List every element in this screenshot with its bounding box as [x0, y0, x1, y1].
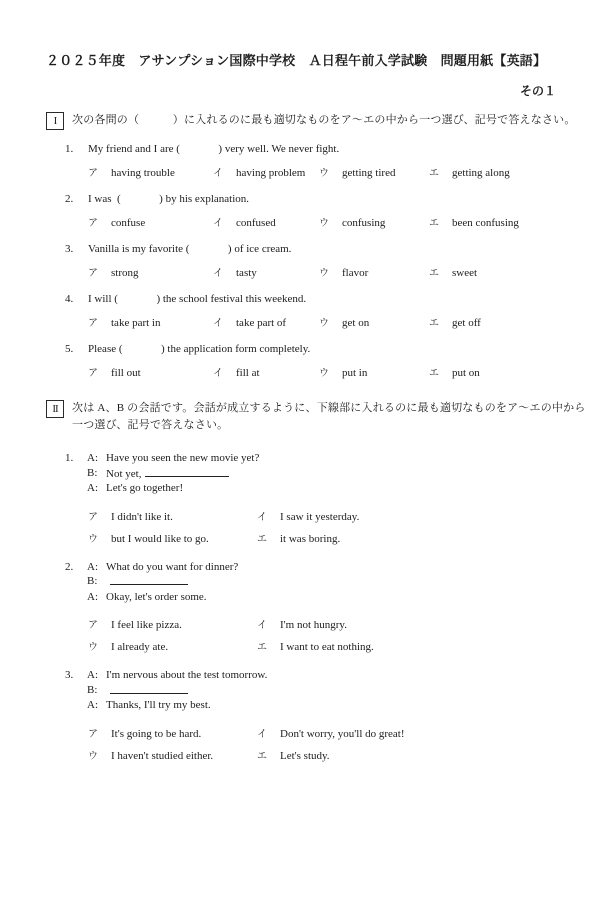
option-kana-a: ア [88, 728, 98, 740]
dialogue-number: 1. [65, 452, 74, 464]
option-text: strong [111, 267, 139, 279]
speaker-label: A: [87, 452, 98, 464]
options-row [88, 641, 558, 654]
option-text: but I would like to go. [111, 532, 209, 545]
option-kana-a: ア [88, 168, 98, 179]
option-text: take part in [111, 317, 161, 329]
option-u [319, 217, 429, 230]
option-text: confused [236, 217, 276, 229]
question-number: 1. [65, 143, 74, 155]
dialogue-text-fragment: Not yet, [106, 467, 142, 480]
page-title: ２０２５年度 アサンプション国際中学校 Ａ日程午前入学試験 問題用紙【英語】 [46, 53, 547, 68]
option-e [429, 317, 558, 330]
dialogue-text [106, 574, 188, 590]
options-row [88, 750, 558, 763]
option-text: confuse [111, 217, 146, 229]
option-kana-e: エ [257, 533, 267, 545]
option-i [257, 619, 347, 632]
section-2-marker: II [46, 400, 64, 418]
option-i [213, 217, 319, 230]
dialogue-line [65, 560, 558, 575]
page-number-label: その１ [519, 84, 556, 98]
dialogue-number-spacer [65, 466, 87, 482]
question-text: My friend and I are ( ) very well. We never fight. [88, 143, 340, 155]
option-e [257, 641, 374, 654]
option-i [257, 511, 359, 524]
dialogue-text: Have you seen the new movie yet? [106, 452, 260, 464]
speaker-label: A: [87, 669, 98, 681]
option-text: get off [452, 317, 481, 329]
answer-blank [145, 466, 229, 477]
option-e [429, 167, 558, 180]
option-text: I haven't studied either. [111, 749, 214, 762]
dialogue-line [65, 683, 558, 699]
dialogue-line [65, 590, 558, 605]
option-text: been confusing [452, 217, 519, 229]
dialogue-text: I'm nervous about the test tomorrow. [106, 669, 268, 681]
option-text: I saw it yesterday. [280, 510, 360, 523]
dialogue-text [106, 466, 229, 482]
dialogue-number: 2. [65, 560, 74, 573]
option-text: fill at [236, 367, 260, 379]
question-2-options [88, 217, 558, 230]
dialogue-line [65, 574, 558, 590]
question-text: I will ( ) the school festival this weekend. [88, 293, 307, 305]
dialogue-1-options [88, 511, 558, 546]
option-kana-u: ウ [319, 368, 329, 379]
option-i [213, 167, 319, 180]
question-1-options [88, 167, 558, 180]
option-e [429, 367, 558, 380]
question-3-options [88, 267, 558, 280]
dialogue-line [65, 668, 558, 683]
option-e [429, 217, 558, 230]
option-text: It's going to be hard. [111, 727, 202, 740]
option-a [88, 367, 213, 380]
option-kana-e: エ [429, 368, 439, 379]
option-a [88, 511, 257, 524]
dialogue-line [65, 451, 558, 466]
option-kana-e: エ [257, 750, 267, 762]
dialogue-number-spacer [65, 481, 87, 496]
option-text: I feel like pizza. [111, 619, 182, 631]
dialogue-number-spacer [65, 683, 87, 699]
dialogue-3 [46, 668, 558, 763]
dialogue-text: Thanks, I'll try my best. [106, 699, 211, 711]
option-a [88, 317, 213, 330]
option-text: fill out [111, 367, 141, 379]
option-text: take part of [236, 317, 287, 329]
dialogue-text: Let's go together! [106, 482, 184, 494]
option-text: having problem [236, 167, 306, 179]
speaker-label: A: [87, 560, 98, 573]
option-kana-u: ウ [319, 168, 329, 179]
dialogue-number: 3. [65, 669, 74, 681]
option-kana-u: ウ [319, 218, 329, 229]
question-1 [65, 143, 558, 156]
speaker-label: B: [87, 575, 98, 587]
option-kana-i: イ [213, 268, 223, 279]
option-kana-e: エ [429, 268, 439, 279]
option-text: Don't worry, you'll do great! [280, 727, 405, 740]
question-4 [65, 293, 558, 306]
question-text: I was ( ) by his explanation. [88, 193, 249, 205]
option-u [88, 750, 257, 763]
question-4-options [88, 317, 558, 330]
option-e [257, 533, 340, 546]
option-kana-u: ウ [319, 268, 329, 279]
option-a [88, 728, 257, 741]
option-text: tasty [236, 267, 257, 279]
question-number: 4. [65, 293, 74, 305]
option-kana-e: エ [429, 318, 439, 329]
option-kana-a: ア [88, 511, 98, 523]
option-kana-i: イ [213, 218, 223, 229]
option-text: confusing [342, 217, 386, 229]
option-text: Let's study. [280, 749, 330, 762]
speaker-label: B: [87, 683, 98, 696]
option-kana-e: エ [429, 168, 439, 179]
option-kana-a: ア [88, 318, 98, 329]
section-2-header [46, 400, 586, 434]
option-a [88, 217, 213, 230]
option-text: sweet [452, 267, 478, 279]
question-number: 3. [65, 243, 74, 255]
option-text: it was boring. [280, 532, 341, 545]
section-1-header [46, 112, 576, 130]
section-1-instruction [72, 112, 576, 129]
options-row [88, 728, 558, 741]
option-kana-a: ア [88, 268, 98, 279]
option-kana-a: ア [88, 218, 98, 229]
dialogues [46, 451, 558, 763]
option-text: put on [452, 367, 480, 379]
option-text: flavor [342, 267, 369, 279]
option-a [88, 619, 257, 632]
question-text: Vanilla is my favorite ( ) of ice cream. [88, 243, 292, 255]
options-row [88, 619, 558, 632]
option-kana-i: イ [213, 318, 223, 329]
option-e [257, 750, 330, 763]
option-text: I already ate. [111, 641, 169, 653]
section-2-instruction-line-1: 次は A、B の会話です。会話が成立するように、下線部に入れるのに最も適切なものをア～エの中から [72, 402, 586, 414]
dialogue-number-spacer [65, 590, 87, 605]
option-kana-i: イ [257, 620, 267, 631]
dialogue-2-options [88, 619, 558, 654]
section-2-instruction-line-2: 一つ選び、記号で答えなさい。 [72, 419, 229, 431]
option-text: I didn't like it. [111, 510, 173, 523]
option-text: get on [342, 317, 370, 329]
speaker-label: A: [87, 590, 98, 603]
option-text: getting along [452, 167, 510, 179]
dialogue-text [106, 683, 188, 699]
option-a [88, 267, 213, 280]
option-kana-a: ア [88, 620, 98, 631]
speaker-label: B: [87, 466, 98, 479]
option-e [429, 267, 558, 280]
dialogue-text: What do you want for dinner? [106, 560, 239, 573]
dialogue-3-options [88, 728, 558, 763]
question-number: 5. [65, 343, 74, 355]
option-i [213, 367, 319, 380]
option-i [213, 267, 319, 280]
section-1 [46, 112, 576, 380]
option-kana-i: イ [257, 511, 267, 523]
section-1-instruction-text: 次の各問の（ ）に入れるのに最も適切なものをア～エの中から一つ選び、記号で答えなさい。 [72, 114, 576, 126]
dialogue-number-spacer [65, 574, 87, 590]
option-kana-e: エ [257, 642, 267, 653]
option-text: I'm not hungry. [280, 619, 347, 631]
option-text: getting tired [342, 167, 396, 179]
speaker-label: A: [87, 482, 98, 494]
dialogue-text: Okay, let's order some. [106, 590, 207, 603]
option-u [88, 533, 257, 546]
section-2 [46, 400, 586, 763]
option-kana-u: ウ [88, 642, 98, 653]
option-kana-u: ウ [88, 533, 98, 545]
question-3 [65, 243, 558, 256]
option-text: I want to eat nothing. [280, 641, 374, 653]
options-row [88, 511, 558, 524]
option-i [213, 317, 319, 330]
option-kana-e: エ [429, 218, 439, 229]
option-text: having trouble [111, 167, 175, 179]
option-text: put in [342, 367, 368, 379]
question-5 [65, 343, 558, 356]
dialogue-number-spacer [65, 698, 87, 713]
section-1-marker: I [46, 112, 64, 130]
speaker-label: A: [87, 699, 98, 711]
option-kana-i: イ [213, 368, 223, 379]
dialogue-1 [46, 451, 558, 546]
section-2-instruction [72, 400, 586, 434]
dialogue-line [65, 466, 558, 482]
option-kana-a: ア [88, 368, 98, 379]
question-text: Please ( ) the application form completely. [88, 343, 311, 355]
question-5-options [88, 367, 558, 380]
question-2 [65, 193, 558, 206]
answer-blank [110, 574, 188, 585]
option-u [319, 267, 429, 280]
question-number: 2. [65, 193, 74, 205]
option-kana-i: イ [257, 728, 267, 740]
option-kana-u: ウ [319, 318, 329, 329]
dialogue-2 [46, 560, 558, 655]
option-u [319, 367, 429, 380]
option-i [257, 728, 405, 741]
option-u [319, 317, 429, 330]
option-kana-i: イ [213, 168, 223, 179]
dialogue-line [65, 698, 558, 713]
option-kana-u: ウ [88, 750, 98, 762]
dialogue-line [65, 481, 558, 496]
answer-blank [110, 683, 188, 694]
options-row [88, 533, 558, 546]
option-a [88, 167, 213, 180]
option-u [319, 167, 429, 180]
option-u [88, 641, 257, 654]
